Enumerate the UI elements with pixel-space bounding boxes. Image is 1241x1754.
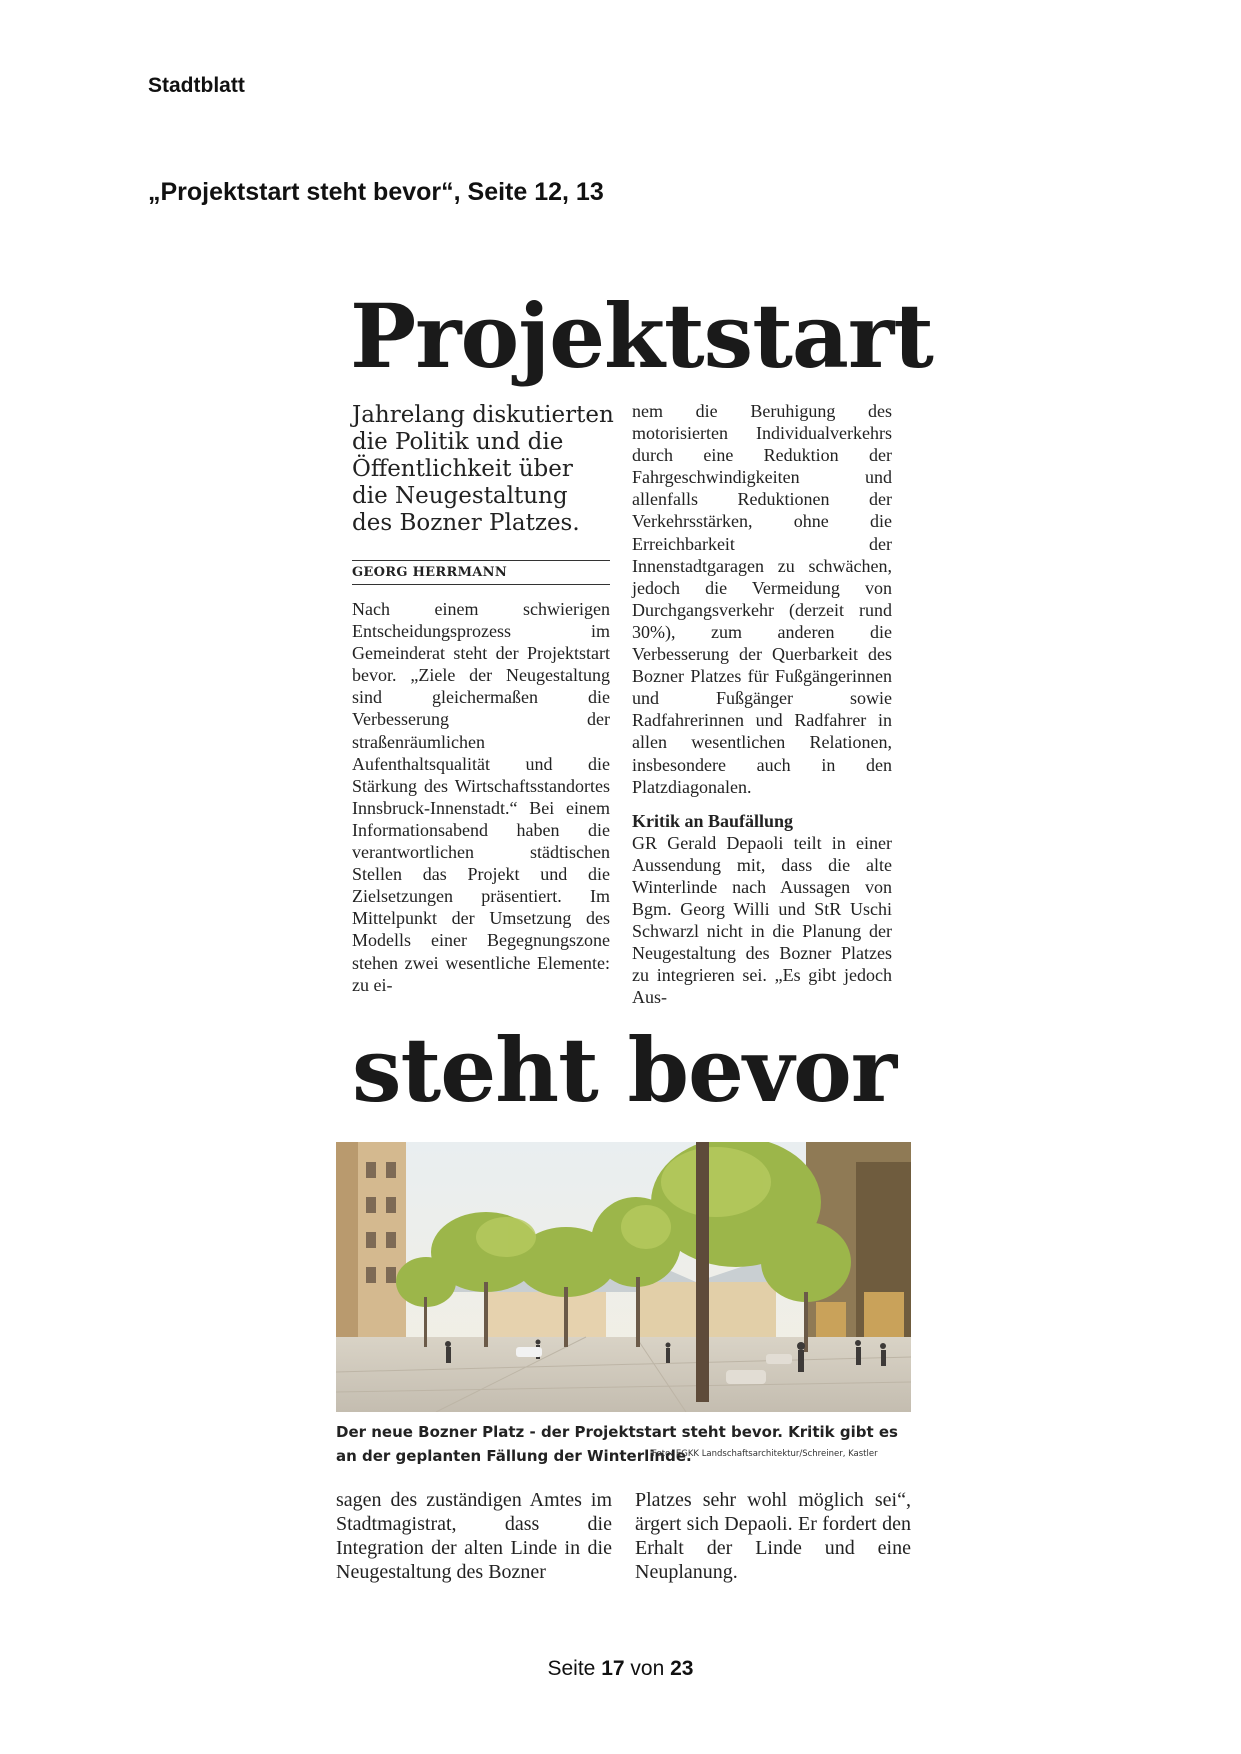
article-column-2-paragraph: nem die Beruhigung des motorisierten Individualverkehrs durch eine Reduktion der Fahrgeschwindigkeiten und allenfalls Reduktionen der Verkehrsstärken, ohne die Erreichbarkeit der Innenstadtgaragen zu schwächen, jedoch die Vermeidung von Durchgangsverkehr (derzeit rund 30%), zum anderen die Verbesserung der Querbarkeit des Bozner Platzes für Fußgängerinnen und Fußgänger sowie Radfahrerinnen und Radfahrer in allen wesentlichen Relationen, insbesondere auch in den Platzdiagonalen. [632, 401, 892, 797]
article-lead: Jahrelang diskutierten die Politik und die Öffentlichkeit über die Neugestaltung des Bozner Platzes. [352, 402, 614, 536]
article-bottom-column-1: sagen des zuständigen Amtes im Stadtmagistrat, dass die Integration der alten Linde in die Neugestaltung des Bozner [336, 1489, 612, 1583]
document-title: „Projektstart steht bevor“, Seite 12, 13 [148, 178, 604, 206]
footer-prefix: Seite [547, 1657, 596, 1680]
footer-page-number: 17 [601, 1657, 625, 1680]
article-column-1: Nach einem schwierigen Entscheidungsprozess im Gemeinderat steht der Projektstart bevor. „Ziele der Neugestaltung sind gleichermaßen die Verbesserung der straßenräumlichen Aufenthaltsqualität und die Stärkung des Wirtschaftsstandortes Innsbruck-Innenstadt.“ Bei einem Informationsabend haben die verantwortlichen städtischen Stellen das Projekt und die Zielsetzungen präsentiert. Im Mittelpunkt der Umsetzung des Modells einer Begegnungszone stehen zwei wesentliche Elemente: zu ei- [352, 599, 610, 995]
photo-caption: Der neue Bozner Platz - der Projektstart steht bevor. Kritik gibt es an der geplanten Fällung der Winterlinde. [336, 1423, 898, 1465]
byline-divider [352, 560, 610, 561]
article-author: GEORG HERRMANN [352, 565, 508, 580]
article-photo [336, 1142, 911, 1412]
document-source: Stadtblatt [148, 74, 245, 97]
article-bottom-column-2: Platzes sehr wohl möglich sei“, ärgert sich Depaoli. Er fordert den Erhalt der Linde und eine Neuplanung. [635, 1489, 911, 1583]
article-subheading: Kritik an Baufällung [632, 810, 794, 831]
article-column-2 [632, 400, 892, 1009]
byline-divider [352, 584, 610, 585]
footer-page-total: 23 [670, 1657, 694, 1680]
photo-credit: Foto: EGKK Landschaftsarchitektur/Schreiner, Kastler [652, 1449, 878, 1459]
article-column-2-paragraph: GR Gerald Depaoli teilt in einer Aussendung mit, dass die alte Winterlinde nach Aussagen von Bgm. Georg Willi und StR Uschi Schwarzl nicht in die Planung der Neugestaltung des Bozner Platzes zu integrieren sei. „Es gibt jedoch Aus- [632, 832, 892, 1008]
headline-top: Projektstart [350, 284, 933, 388]
page-footer [0, 1657, 1241, 1681]
footer-middle: von [630, 1657, 665, 1680]
headline-bottom: steht bevor [352, 1018, 897, 1122]
